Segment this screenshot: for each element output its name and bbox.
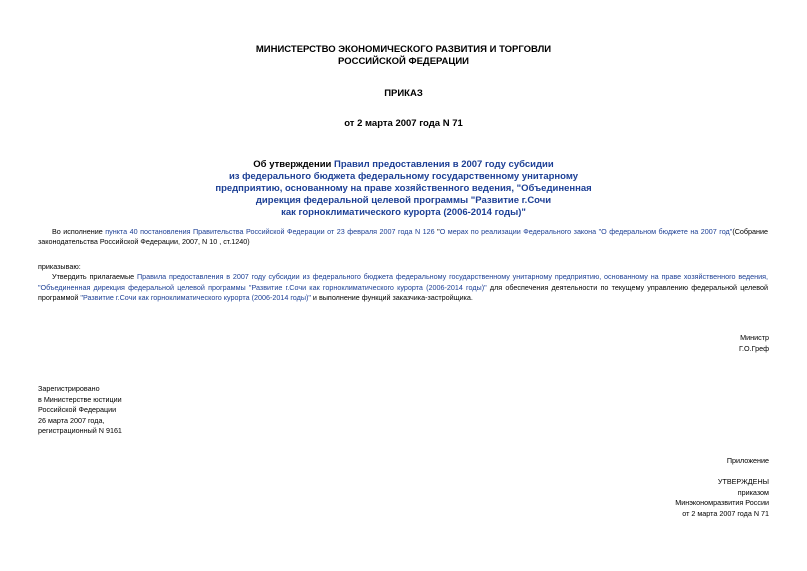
preamble-text-3: (Собрание законодательства Российской Федерации, 2007, N 10 , ст.1240) xyxy=(38,227,768,247)
preamble-text-1: Во исполнение xyxy=(52,227,106,236)
appendix-approval-block xyxy=(675,477,769,519)
registration-line-3: Российской Федерации xyxy=(38,405,117,415)
preamble-paragraph xyxy=(38,227,768,248)
appendix-by-order: приказом xyxy=(737,487,769,497)
doc-type: ПРИКАЗ xyxy=(384,88,423,99)
order-text-1: Утвердить прилагаемые xyxy=(52,272,137,282)
registration-line-4: 26 марта 2007 года, xyxy=(38,415,105,425)
preamble-link-decree[interactable]: пункта 40 постановления Правительства Российской Федерации от 23 февраля 2007 года N 126 xyxy=(105,227,435,236)
signature-block xyxy=(739,333,769,354)
appendix-approved: УТВЕРЖДЕНЫ xyxy=(717,477,769,486)
registration-line-5: регистрационный N 9161 xyxy=(38,426,122,436)
preamble-link-budget-law[interactable]: О мерах по реализации Федерального закона "О федеральном бюджете на 2007 год" xyxy=(439,227,733,236)
title-line-2[interactable]: из федерального бюджета федеральному государственному унитарному xyxy=(228,171,579,182)
order-paragraph xyxy=(38,262,768,304)
order-link-rules[interactable]: Правила предоставления в 2007 году субсидии из федерального бюджета федеральному государственному унитарному предприятию, основанному на праве хозяйственного ведения, "Объединенная дирекция федеральной целевой программы "Развитие г.Сочи как горноклиматического курорта (2006-2014 годы)" xyxy=(38,272,768,292)
order-link-program[interactable]: "Развитие г.Сочи как горноклиматического курорта (2006-2014 годы)" xyxy=(80,293,311,303)
title-rules-link[interactable]: Правил предоставления в 2007 году субсидии xyxy=(334,159,554,170)
ministry-header xyxy=(0,44,807,68)
ministry-line-2: РОССИЙСКОЙ ФЕДЕРАЦИИ xyxy=(337,56,469,67)
signature-name: Г.О.Греф xyxy=(739,343,769,353)
appendix-date-number: от 2 марта 2007 года N 71 xyxy=(682,508,769,518)
order-prikazyvayu: приказываю: xyxy=(38,262,81,271)
registration-line-1: Зарегистрировано xyxy=(38,384,100,393)
title-line-4[interactable]: дирекция федеральной целевой программы "Развитие г.Сочи xyxy=(255,195,552,206)
doc-date-number: от 2 марта 2007 года N 71 xyxy=(344,118,463,129)
title-line-5[interactable]: как горноклиматического курорта (2006-2014 годы)" xyxy=(281,207,526,218)
registration-block xyxy=(38,384,122,437)
title-line-3[interactable]: предприятию, основанному на праве хозяйственного ведения, "Объединенная xyxy=(215,183,592,194)
ministry-line-1: МИНИСТЕРСТВО ЭКОНОМИЧЕСКОГО РАЗВИТИЯ И ТОРГОВЛИ xyxy=(255,44,552,55)
title-line-1 xyxy=(0,159,807,171)
preamble-text-2: " xyxy=(434,227,440,236)
order-text-2: для обеспечения деятельности по текущему управлению федеральной целевой программой xyxy=(38,282,768,303)
doc-title xyxy=(0,159,807,219)
title-prefix: Об утверждении xyxy=(253,159,335,170)
appendix-label: Приложение xyxy=(726,456,769,465)
order-text-3: и выполнение функций заказчика-застройщика. xyxy=(310,293,473,303)
registration-line-2: в Министерстве юстиции xyxy=(38,394,122,404)
signature-position: Министр xyxy=(740,333,769,342)
appendix-ministry: Минэкономразвития России xyxy=(675,498,769,508)
